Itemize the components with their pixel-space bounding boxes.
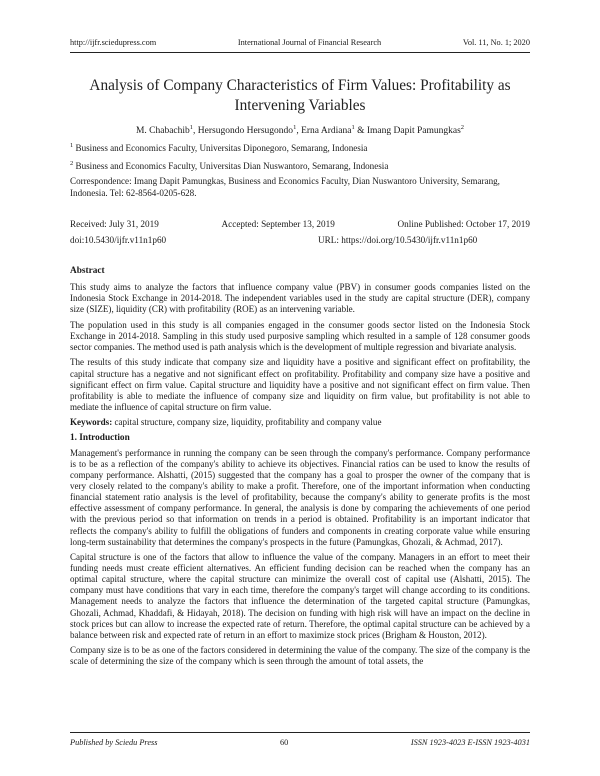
affiliation-2 bbox=[70, 158, 530, 173]
doi-url[interactable]: URL: https://doi.org/10.5430/ijfr.v11n1p60 bbox=[318, 235, 478, 245]
author-name: M. Chabachib bbox=[135, 126, 190, 137]
author-affiliation-mark: 1 bbox=[351, 124, 355, 131]
volume-info: Vol. 11, No. 1; 2020 bbox=[462, 38, 530, 47]
introduction-paragraph: Capital structure is one of the factors that allow to influence the value of the company. Managers in an effort to meet their funding needs must create efficient alternatives. An efficient funding decision can be reached when the company has an optimal capital structure, where the capital structure can minimize the overall cost of capital use (Alshatti, 2015). The company must have conditions that vary in each time, therefore the company's target will change according to its conditions. Management needs to analyze the factors that influence the determination of the targeted capital structure (Pamungkas, Ghozali, Achmad, Khaddafi, & Hidayah, 2018). The decision on funding with high risk will have an impact on the decline in stock prices but can allow to increase the expected rate of return. Therefore, the optimal capital structure can be achieved by a balance between risk and expected rate of return in an effort to maximize stock prices (Brigham & Houston, 2012). bbox=[70, 552, 530, 640]
author-separator: & bbox=[354, 126, 367, 137]
keywords-text: capital structure, company size, liquidity, profitability and company value bbox=[114, 417, 382, 428]
paper-title: Analysis of Company Characteristics of Firm Values: Profitability as Intervening Variables bbox=[89, 77, 511, 114]
author-name: Erna Ardiana bbox=[301, 126, 352, 137]
introduction-paragraph: Company size is to be as one of the factors considered in determining the value of the company. The size of the company is the scale of determining the size of the company which is seen through the amount of total assets, the bbox=[70, 645, 530, 667]
abstract-paragraph: The results of this study indicate that company size and liquidity have a positive and significant effect on profitability, the capital structure has a negative and not significant effect on profitability. Profitability and company size have a positive and significant effect on firm value. Capital structure and liquidity have a positive and not significant effect on firm value. Then profitability is able to mediate the influence of company size and liquidity on firm value, but profitability is not able to mediate the influence of capital structure on firm value. bbox=[70, 357, 530, 412]
journal-url[interactable]: http://ijfr.sciedupress.com bbox=[70, 38, 157, 47]
page-footer bbox=[70, 738, 530, 747]
author-affiliation-mark: 2 bbox=[460, 124, 465, 131]
page-number: 60 bbox=[280, 738, 289, 747]
affiliation-text: Business and Economics Faculty, Universitas Dian Nuswantoro, Semarang, Indonesia bbox=[75, 161, 389, 172]
keywords bbox=[70, 417, 530, 428]
author-separator: , bbox=[296, 126, 302, 137]
doi-row bbox=[70, 235, 530, 245]
affiliation-mark: 2 bbox=[70, 160, 74, 167]
correspondence: Correspondence: Imang Dapit Pamungkas, Business and Economics Faculty, Dian Nuswantoro University, Semarang, Indonesia. Tel: 62-8564-0205-628. bbox=[70, 176, 500, 198]
author-affiliation-mark: 1 bbox=[293, 124, 297, 131]
article-body bbox=[70, 266, 530, 672]
running-header bbox=[70, 38, 530, 47]
received-date: Received: July 31, 2019 bbox=[70, 219, 159, 229]
introduction-heading: 1. Introduction bbox=[70, 432, 130, 443]
author-name: Imang Dapit Pamungkas bbox=[366, 126, 461, 137]
author-list bbox=[70, 124, 530, 136]
author-name: Hersugondo Hersugondo bbox=[197, 126, 294, 137]
issn: ISSN 1923-4023 E-ISSN 1923-4031 bbox=[410, 738, 530, 747]
publisher: Published by Sciedu Press bbox=[70, 738, 158, 747]
header-divider bbox=[70, 52, 530, 53]
author-affiliation-mark: 1 bbox=[189, 124, 194, 131]
accepted-date: Accepted: September 13, 2019 bbox=[221, 219, 335, 229]
abstract-paragraph: The population used in this study is all companies engaged in the consumer goods sector listed on the Indonesia Stock Exchange in 2014-2018. Sampling in this study used purposive sampling which resulted in a sample of 128 consumer goods sector companies. The method used is path analysis which is the development of multiple regression and bivariate analysis. bbox=[70, 319, 530, 352]
journal-name: International Journal of Financial Research bbox=[237, 38, 382, 47]
abstract-paragraph: This study aims to analyze the factors that influence company value (PBV) in consumer goods companies listed on the Indonesia Stock Exchange in 2014-2018. The independent variables used in the study are capital structure (DER), company size (SIZE), liquidity (CR) with profitability (ROE) as an intervening variable. bbox=[70, 282, 530, 315]
publication-dates bbox=[70, 219, 530, 229]
affiliation-mark: 1 bbox=[70, 142, 74, 149]
introduction-paragraph: Management's performance in running the company can be seen through the company's performance. Company performance is to be as a reflection of the company's ability to achieve its objectives. Financial ratios can be used to know the results of company performance. Alshatti, (2015) suggested that the company has a goal to prosper the owner of the company that is very closely related to the company's ability to make a profit. Therefore, one of the important information when conducting financial statement ratio analysis is the level of profitability, because the company's ability to generate profits is the most effective assessment of company performance. In general, the analysis is done by comparing the achievements of one period with the previous period so that information on trends in a period is obtained. Profitability is an important indicator that reflects the company's ability to fulfill the obligations of funders and components in creating corporate value while ensuring long-term sustainability that determines the company's prospects in the future (Pamungkas, Ghozali, & Achmad, 2017). bbox=[70, 447, 530, 547]
abstract-heading: Abstract bbox=[70, 266, 105, 276]
keywords-label: Keywords: bbox=[70, 417, 113, 428]
author-separator: , bbox=[193, 126, 198, 137]
footer-divider bbox=[70, 732, 530, 733]
published-date: Online Published: October 17, 2019 bbox=[397, 219, 530, 229]
affiliation-text: Business and Economics Faculty, Universitas Diponegoro, Semarang, Indonesia bbox=[75, 143, 368, 154]
doi: doi:10.5430/ijfr.v11n1p60 bbox=[70, 235, 167, 245]
affiliation-1 bbox=[70, 140, 530, 155]
